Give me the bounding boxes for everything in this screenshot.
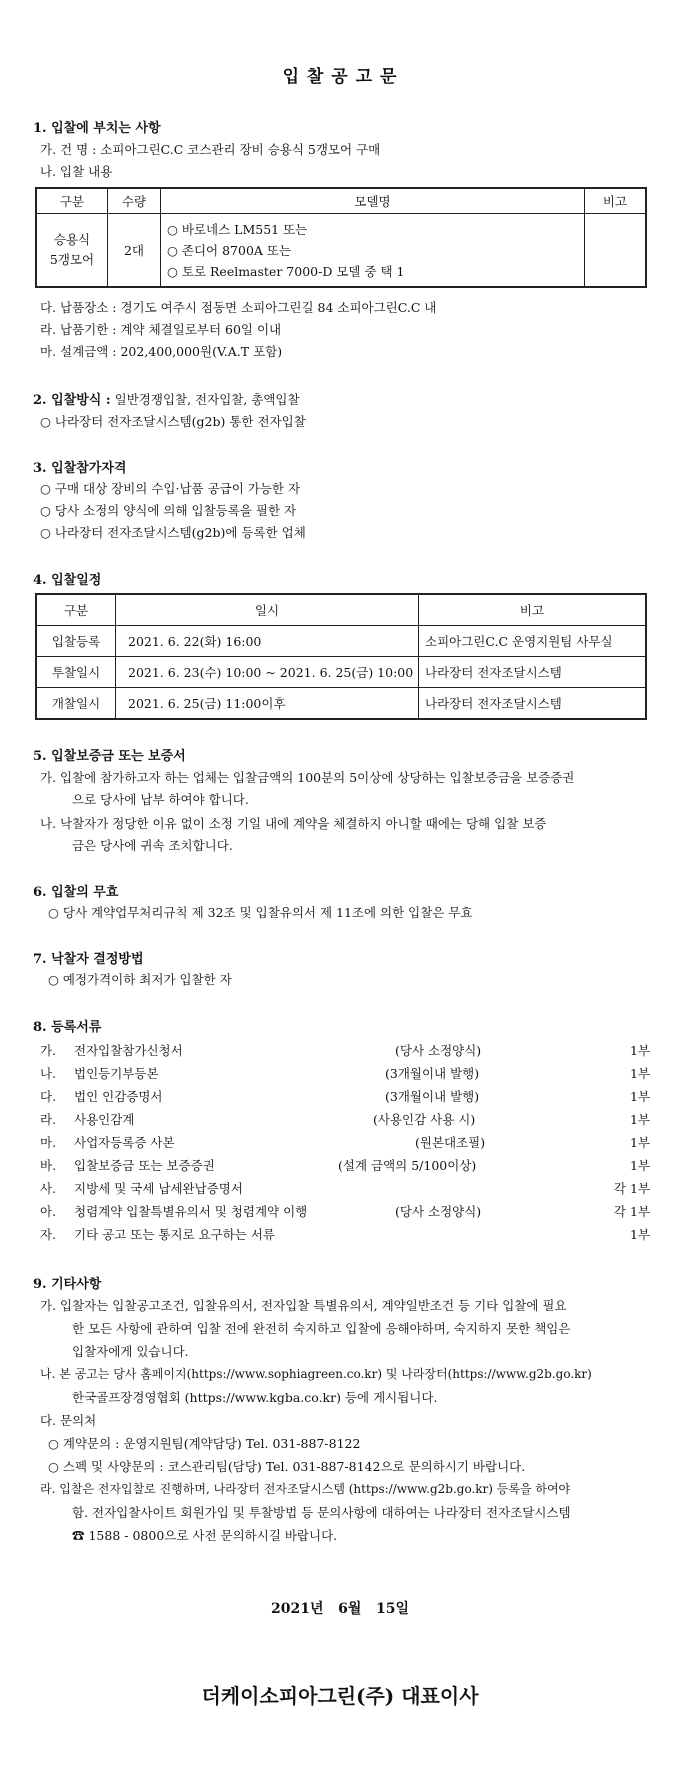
- note-cell: [585, 214, 647, 288]
- qualification-3: ○ 나라장터 전자조달시스템(g2b)에 등록한 업체: [40, 525, 306, 540]
- doc-name: 전자입찰참가신청서: [74, 1043, 183, 1058]
- doc-no: 나.: [40, 1066, 57, 1081]
- list-item: [40, 1156, 650, 1178]
- schedule-note: 나라장터 전자조달시스템: [419, 688, 647, 720]
- doc-name: 입찰보증금 또는 보증증권: [74, 1158, 215, 1173]
- other-b-1: 나. 본 공고는 당사 홈페이지(https://www.sophiagreen.co.kr) 및 나라장터(https://www.g2b.go.kr): [40, 1367, 592, 1381]
- other-d-2: 함. 전자입찰사이트 회원가입 및 투찰방법 등 문의사항에 대하여는 나라장터 전자조달시스템: [72, 1505, 571, 1520]
- model-option-2: ○ 존디어 8700A 또는: [167, 242, 292, 258]
- doc-no: 바.: [40, 1158, 57, 1173]
- section-9-heading: 9. 기타사항: [33, 1277, 102, 1292]
- doc-name: 지방세 및 국세 납세완납증명서: [74, 1181, 243, 1196]
- qualification-1: ○ 구매 대상 장비의 수입·납품 공급이 가능한 자: [40, 481, 301, 496]
- section-8-heading: 8. 등록서류: [33, 1020, 102, 1035]
- qualification-2: ○ 당사 소정의 양식에 의해 입찰등록을 필한 자: [40, 503, 297, 518]
- section-6-heading: 6. 입찰의 무효: [33, 885, 119, 900]
- doc-qty: 각 1부: [613, 1204, 650, 1219]
- issuer-signature: 더케이소피아그린(주) 대표이사: [201, 1684, 479, 1708]
- delivery-period: 라. 납품기한 : 계약 체결일로부터 60일 이내: [40, 322, 282, 337]
- header-qty: 수량: [108, 188, 161, 214]
- table-row: [36, 626, 646, 657]
- doc-no: 라.: [40, 1112, 57, 1127]
- doc-no: 자.: [40, 1227, 57, 1242]
- category-line2: 5갱모어: [49, 252, 95, 267]
- schedule-label: 투찰일시: [36, 657, 116, 688]
- schedule-note: 나라장터 전자조달시스템: [419, 657, 647, 688]
- other-b-2: 한국골프장경영협회 (https://www.kgba.co.kr) 등에 게시됩니다.: [72, 1390, 438, 1405]
- section-1-heading: 1. 입찰에 부치는 사항: [33, 121, 161, 136]
- list-item: [40, 1179, 650, 1201]
- doc-qty: 1부: [629, 1043, 650, 1058]
- list-item: [40, 1202, 650, 1224]
- list-item: [40, 1087, 650, 1109]
- doc-name: 기타 공고 또는 통지로 요구하는 서류: [74, 1227, 275, 1242]
- doc-name: 법인 인감증명서: [74, 1089, 163, 1104]
- deposit-clause-a-2: 으로 당사에 납부 하여야 합니다.: [72, 792, 249, 807]
- model-cell: [161, 214, 585, 288]
- winner-method-item: ○ 예정가격이하 최저가 입찰한 자: [48, 972, 232, 987]
- other-d-1: 라. 입찰은 전자입찰로 진행하며, 나라장터 전자조달시스템 (https://www.g2b.go.kr) 등록을 하여야: [40, 1482, 571, 1496]
- table-row: [36, 688, 646, 720]
- doc-note: (3개월이내 발행): [385, 1089, 480, 1104]
- schedule-table: [35, 593, 647, 720]
- header-datetime: 일시: [116, 594, 419, 626]
- section-7-heading: 7. 낙찰자 결정방법: [33, 952, 144, 967]
- doc-no: 다.: [40, 1089, 57, 1104]
- list-item: [40, 1064, 650, 1086]
- contact-spec: ○ 스펙 및 사양문의 : 코스관리팀(담당) Tel. 031-887-8142으로 문의하시기 바랍니다.: [48, 1459, 526, 1474]
- schedule-label: 입찰등록: [36, 626, 116, 657]
- contact-contract: ○ 계약문의 : 운영지원팀(계약담당) Tel. 031-887-8122: [48, 1436, 361, 1451]
- invalid-bid-item: ○ 당사 계약업무처리규칙 제 32조 및 입찰유의서 제 11조에 의한 입찰은 무효: [48, 905, 473, 920]
- doc-qty: 1부: [629, 1112, 650, 1127]
- other-a-1: 가. 입찰자는 입찰공고조건, 입찰유의서, 전자입찰 특별유의서, 계약일반조건 등 기타 입찰에 필요: [40, 1298, 567, 1313]
- table-row: [36, 657, 646, 688]
- schedule-time: 2021. 6. 22(화) 16:00: [116, 626, 419, 657]
- deposit-clause-b-1: 나. 낙찰자가 정당한 이유 없이 소정 기일 내에 계약을 체결하지 아니할 때에는 당해 입찰 보증: [40, 816, 547, 831]
- deposit-clause-a-1: 가. 입찰에 참가하고자 하는 업체는 입찰금액의 100분의 5이상에 상당하는 입찰보증금을 보증증권: [40, 770, 575, 785]
- doc-note: (사용인감 사용 시): [373, 1112, 476, 1127]
- doc-qty: 각 1부: [613, 1181, 650, 1196]
- item-name: 가. 건 명 : 소피아그린C.C 코스관리 장비 승용식 5갱모어 구매: [40, 142, 381, 157]
- header-category: 구분: [36, 188, 108, 214]
- doc-note: (3개월이내 발행): [385, 1066, 480, 1081]
- doc-no: 사.: [40, 1181, 57, 1196]
- doc-qty: 1부: [629, 1158, 650, 1173]
- doc-qty: 1부: [629, 1066, 650, 1081]
- section-2-methods: 일반경쟁입찰, 전자입찰, 총액입찰: [114, 392, 300, 407]
- section-4-heading: 4. 입찰일정: [33, 573, 102, 588]
- list-item: [40, 1110, 650, 1132]
- model-option-3: ○ 토로 Reelmaster 7000-D 모델 중 택 1: [167, 263, 405, 279]
- schedule-time: 2021. 6. 25(금) 11:00이후: [116, 688, 419, 720]
- contact-heading: 다. 문의처: [40, 1413, 97, 1428]
- doc-qty: 1부: [629, 1227, 650, 1242]
- doc-name: 법인등기부등본: [74, 1066, 159, 1081]
- category-line1: 승용식: [53, 232, 91, 247]
- schedule-note: 소피아그린C.C 운영지원팀 사무실: [419, 626, 647, 657]
- other-a-2: 한 모든 사항에 관하여 입찰 전에 완전히 숙지하고 입찰에 응해야하며, 숙지하지 못한 책임은: [72, 1321, 571, 1336]
- header-model: 모델명: [161, 188, 585, 214]
- doc-qty: 1부: [629, 1089, 650, 1104]
- doc-qty: 1부: [629, 1135, 650, 1150]
- item-content-label: 나. 입찰 내용: [40, 164, 113, 179]
- doc-note: (설계 금액의 5/100이상): [338, 1158, 477, 1173]
- other-d-3: ☎ 1588 - 0800으로 사전 문의하시길 바랍니다.: [72, 1528, 338, 1543]
- doc-note: (원본대조필): [415, 1135, 486, 1150]
- qty-cell: 2대: [108, 214, 161, 288]
- section-3-heading: 3. 입찰참가자격: [33, 461, 127, 476]
- header-note: 비고: [419, 594, 647, 626]
- doc-name: 사용인감계: [74, 1112, 135, 1127]
- doc-no: 아.: [40, 1204, 57, 1219]
- list-item: [40, 1225, 650, 1247]
- header-note: 비고: [585, 188, 647, 214]
- table-header-row: [36, 594, 646, 626]
- model-option-1: ○ 바로네스 LM551 또는: [167, 221, 308, 237]
- other-a-3: 입찰자에게 있습니다.: [72, 1344, 189, 1359]
- delivery-place: 다. 납품장소 : 경기도 여주시 점동면 소피아그린길 84 소피아그린C.C 내: [40, 300, 437, 315]
- section-2-heading: 2. 입찰방식 :: [33, 393, 111, 408]
- list-item: [40, 1041, 650, 1063]
- doc-name: 청렴계약 입찰특별유의서 및 청렴계약 이행: [74, 1204, 308, 1219]
- category-cell: [36, 214, 108, 288]
- deposit-clause-b-2: 금은 당사에 귀속 조치합니다.: [72, 838, 233, 853]
- page-title: 입 찰 공 고 문: [282, 67, 398, 87]
- doc-note: (당사 소정양식): [395, 1043, 482, 1058]
- bid-content-table: [35, 187, 647, 288]
- header-category: 구분: [36, 594, 116, 626]
- section-2-item: ○ 나라장터 전자조달시스템(g2b) 통한 전자입찰: [40, 414, 306, 429]
- section-5-heading: 5. 입찰보증금 또는 보증서: [33, 749, 186, 764]
- table-header-row: [36, 188, 646, 214]
- doc-no: 마.: [40, 1135, 57, 1150]
- list-item: [40, 1133, 650, 1155]
- schedule-label: 개찰일시: [36, 688, 116, 720]
- design-amount: 마. 설계금액 : 202,400,000원(V.A.T 포함): [40, 344, 283, 359]
- table-row: [36, 214, 646, 288]
- notice-date: 2021년 6월 15일: [270, 1601, 409, 1617]
- schedule-time: 2021. 6. 23(수) 10:00 ~ 2021. 6. 25(금) 10:00: [116, 657, 419, 688]
- doc-no: 가.: [40, 1043, 57, 1058]
- section-2-heading-wrap: [33, 389, 300, 408]
- doc-name: 사업자등록증 사본: [74, 1135, 175, 1150]
- doc-note: (당사 소정양식): [395, 1204, 482, 1219]
